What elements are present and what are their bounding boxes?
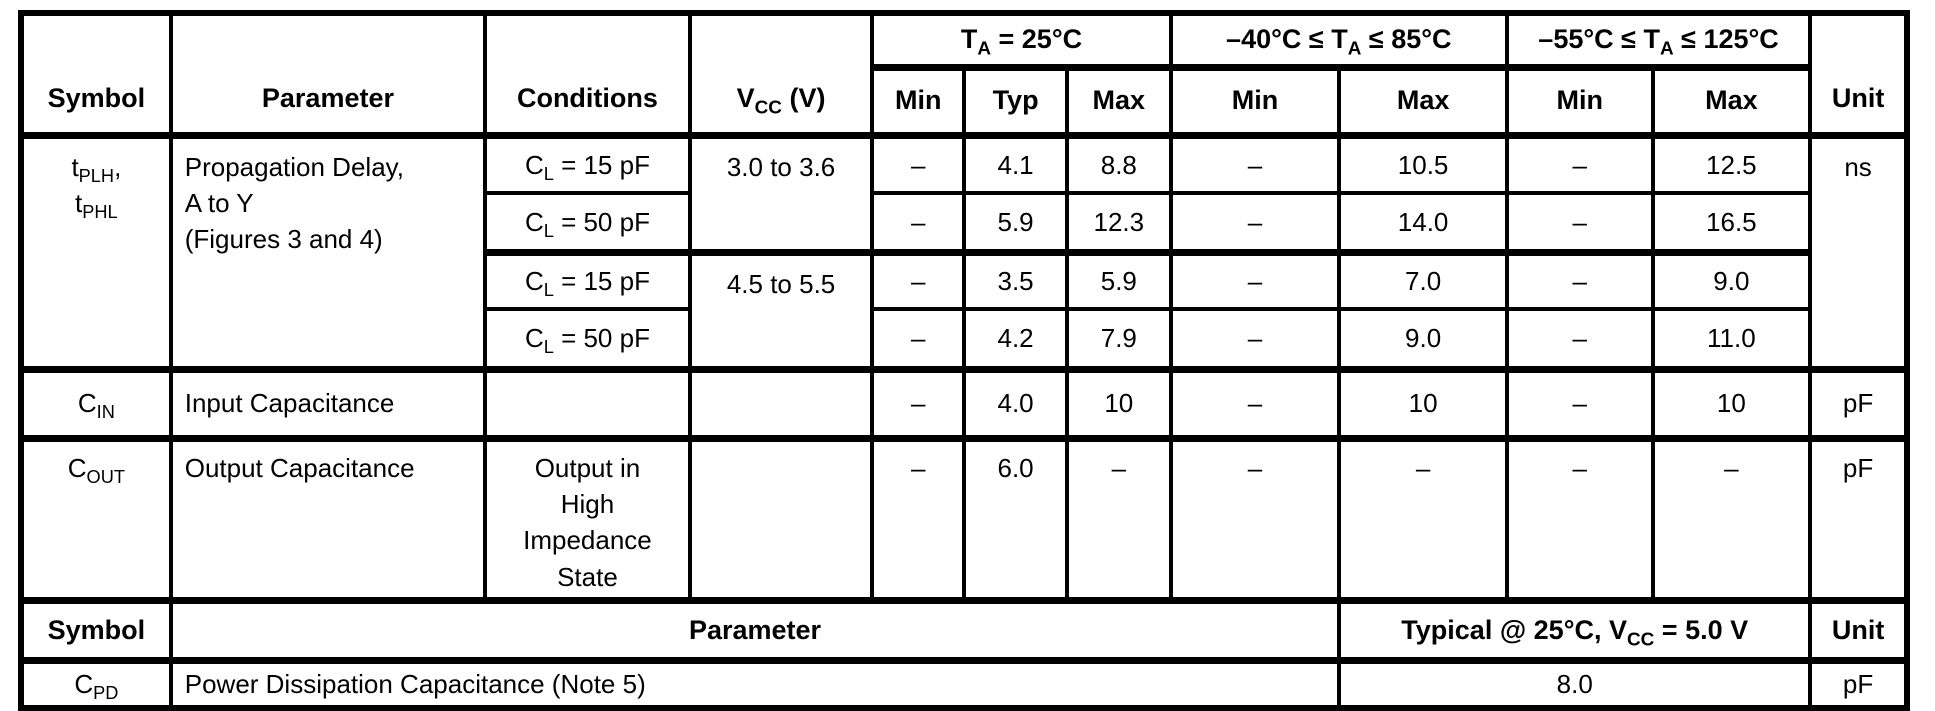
subcol-max-25c: Max <box>1067 67 1171 135</box>
subcol-min-25c: Min <box>872 67 964 135</box>
subcol-min-125c: Min <box>1507 67 1653 135</box>
cell-cin-unit-pf: pF <box>1810 369 1907 438</box>
cell-prop3-typ-25c: 3.5 <box>964 252 1067 309</box>
cell-prop3-min-85c: – <box>1171 252 1340 309</box>
cell-prop2-max-125c: 16.5 <box>1653 193 1811 252</box>
col-header-conditions: Conditions <box>485 13 690 135</box>
cell-cout-typ-25c: 6.0 <box>964 438 1067 601</box>
temp-header-25c: $T_A = 25^\circ C$ <box>872 13 1170 67</box>
temp-header-minus55-125c: $-55^\circ C \le T_A \le 125^\circ C$ <box>1507 13 1810 67</box>
cell-vcc-cin-empty <box>690 369 873 438</box>
row-power-dissipation <box>21 661 1907 708</box>
footer-header-row <box>21 601 1907 661</box>
cell-prop1-max-125c: 12.5 <box>1653 135 1811 193</box>
cell-param-propagation-delay: Propagation Delay, A to Y (Figures 3 and 4) <box>171 135 485 369</box>
cell-unit-ns: ns <box>1810 135 1907 369</box>
temp-header-minus40-85c: $-40^\circ C \le T_A \le 85^\circ C$ <box>1171 13 1507 67</box>
col-header-parameter: Parameter <box>171 13 485 135</box>
cell-prop3-max-125c: 9.0 <box>1653 252 1811 309</box>
col-header-unit: Unit <box>1810 13 1907 135</box>
cell-prop1-typ-25c: 4.1 <box>964 135 1067 193</box>
col-header-symbol: Symbol <box>21 13 171 135</box>
cell-prop3-max-25c: 5.9 <box>1067 252 1171 309</box>
footer-header-unit: Unit <box>1810 601 1907 661</box>
cell-cond-high-impedance: Output in High Impedance State <box>485 438 690 601</box>
cell-cin-max-25c: 10 <box>1067 369 1171 438</box>
cell-prop4-min-85c: – <box>1171 309 1340 369</box>
cell-vcc-cout-empty <box>690 438 873 601</box>
subcol-min-85c: Min <box>1171 67 1340 135</box>
cell-cond-cin-empty <box>485 369 690 438</box>
cell-cpd-unit-pf: pF <box>1810 661 1907 708</box>
cell-cout-unit-pf: pF <box>1810 438 1907 601</box>
cell-prop1-min-125c: – <box>1507 135 1653 193</box>
cell-prop2-min-125c: – <box>1507 193 1653 252</box>
cell-cin-max-125c: 10 <box>1653 369 1811 438</box>
cell-prop3-min-25c: – <box>872 252 964 309</box>
cell-cin-min-85c: – <box>1171 369 1340 438</box>
footer-header-symbol: Symbol <box>21 601 171 661</box>
cell-prop1-min-85c: – <box>1171 135 1340 193</box>
cell-cin-min-25c: – <box>872 369 964 438</box>
cell-prop2-max-25c: 12.3 <box>1067 193 1171 252</box>
col-header-vcc: $V_{CC}$ (V) <box>690 13 873 135</box>
row-output-capacitance <box>21 438 1907 601</box>
ac-characteristics-table <box>18 10 1910 711</box>
cell-param-power-dissipation: Power Dissipation Capacitance (Note 5) <box>171 661 1340 708</box>
cell-prop4-max-85c: 9.0 <box>1339 309 1507 369</box>
cell-cpd-typical-value: 8.0 <box>1339 661 1810 708</box>
subcol-max-85c: Max <box>1339 67 1507 135</box>
cell-symbol-cin: $C_{IN}$ <box>21 369 171 438</box>
cell-prop1-min-25c: – <box>872 135 964 193</box>
cell-prop2-max-85c: 14.0 <box>1339 193 1507 252</box>
cell-cout-max-25c: – <box>1067 438 1171 601</box>
cell-prop2-typ-25c: 5.9 <box>964 193 1067 252</box>
cell-prop4-max-25c: 7.9 <box>1067 309 1171 369</box>
cell-cin-min-125c: – <box>1507 369 1653 438</box>
footer-header-parameter: Parameter <box>171 601 1340 661</box>
cell-cout-min-125c: – <box>1507 438 1653 601</box>
cell-prop4-min-125c: – <box>1507 309 1653 369</box>
cell-cond-cl15pf-b: $C_L = 15$ pF <box>485 252 690 309</box>
cell-prop2-min-85c: – <box>1171 193 1340 252</box>
header-row-temps <box>21 13 1907 67</box>
row-propagation-1 <box>21 135 1907 193</box>
cell-cond-cl15pf-a: $C_L = 15$ pF <box>485 135 690 193</box>
cell-cond-cl50pf-a: $C_L = 50$ pF <box>485 193 690 252</box>
cell-vcc-4v5-5v5: 4.5 to 5.5 <box>690 252 873 369</box>
cell-prop3-max-85c: 7.0 <box>1339 252 1507 309</box>
cell-cout-min-25c: – <box>872 438 964 601</box>
subcol-typ-25c: Typ <box>964 67 1067 135</box>
cell-cin-typ-25c: 4.0 <box>964 369 1067 438</box>
cell-prop4-min-25c: – <box>872 309 964 369</box>
cell-prop4-typ-25c: 4.2 <box>964 309 1067 369</box>
cell-prop4-max-125c: 11.0 <box>1653 309 1811 369</box>
subcol-max-125c: Max <box>1653 67 1811 135</box>
cell-symbol-tplh-tphl: $t_{PLH}$, $t_{PHL}$ <box>21 135 171 369</box>
cell-prop2-min-25c: – <box>872 193 964 252</box>
cell-cout-max-125c: – <box>1653 438 1811 601</box>
cell-param-input-capacitance: Input Capacitance <box>171 369 485 438</box>
cell-cout-min-85c: – <box>1171 438 1340 601</box>
cell-prop1-max-85c: 10.5 <box>1339 135 1507 193</box>
cell-symbol-cout: $C_{OUT}$ <box>21 438 171 601</box>
cell-cond-cl50pf-b: $C_L = 50$ pF <box>485 309 690 369</box>
cell-symbol-cpd: $C_{PD}$ <box>21 661 171 708</box>
cell-cout-max-85c: – <box>1339 438 1507 601</box>
row-input-capacitance <box>21 369 1907 438</box>
cell-param-output-capacitance: Output Capacitance <box>171 438 485 601</box>
cell-cin-max-85c: 10 <box>1339 369 1507 438</box>
cell-vcc-3v0-3v6: 3.0 to 3.6 <box>690 135 873 252</box>
cell-prop3-min-125c: – <box>1507 252 1653 309</box>
cell-prop1-max-25c: 8.8 <box>1067 135 1171 193</box>
footer-header-typical: Typical @ 25°C, $V_{CC} = 5.0$ V <box>1339 601 1810 661</box>
